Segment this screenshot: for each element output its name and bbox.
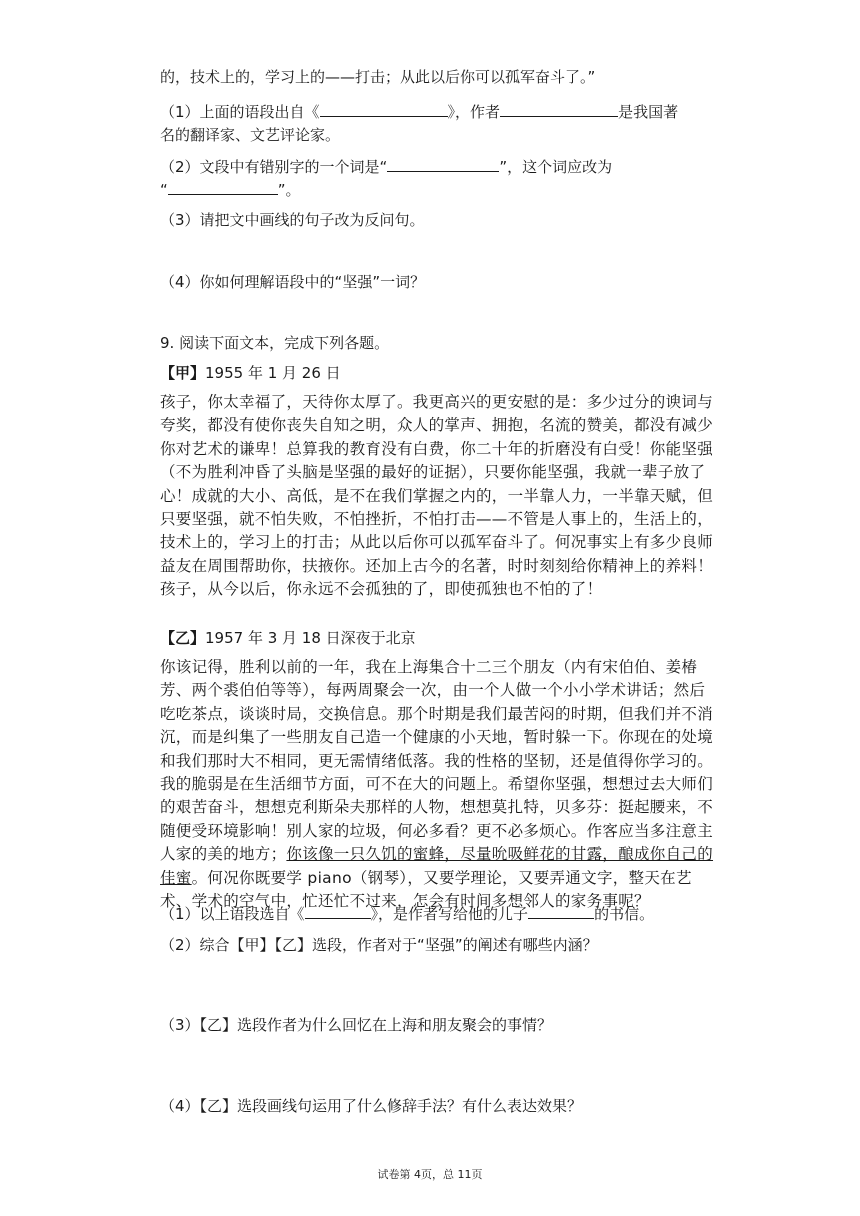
- jia-header: 【甲】1955 年 1 月 26 日: [160, 364, 341, 382]
- blank-book-title: [320, 100, 448, 117]
- page-footer: 试卷第 4页，总 11页: [377, 1168, 483, 1181]
- q8-1-line1: （1）上面的语段出自《 》，作者 是我国著: [160, 100, 678, 122]
- q9-4: （4）【乙】选段画线句运用了什么修辞手法？有什么表达效果？: [160, 1097, 583, 1115]
- yi-passage: 你该记得，胜利以前的一年，我在上海集合十二三个朋友（内有宋伯伯、姜椿芳、两个裘伯伯等等），每两周聚会一次，由一个人做一个小小学术讲话；然后吃吃茶点，谈谈时局，交换信息。那个时期是我们最苦闷的时期，但我们并不消沉，而是纠集了一些朋友自己造一个健康的小天地，暂时躲一下。你现在的处境和我们那时大不相同，更无需情绪低落。我的性格的坚韧，还是值得你学习的。我的脆弱是在生活细节方面，可不在大的问题上。希望你坚强，想想过去大师们的艰苦奋斗，想想克利斯朵夫那样的人物，想想莫扎特，贝多芬：挺起腰来，不随便受环境影响！别人家的垃圾，何必多看？更不必多烦心。作客应当多注意主人家的美的地方；你该像一只久饥的蜜蜂，尽量吮吸鲜花的甘露，酿成你自己的佳蜜。何况你既要学 piano（钢琴），又要学理论，又要弄通文字，整天在艺术、学术的空气中，忙还忙不过来，怎会有时间多想邻人的家务事呢？: [160, 658, 714, 911]
- q8-2-line2: “ ”。: [160, 178, 301, 200]
- underlined-sentence: 你该像一只久饥的蜜蜂，尽量吮吸鲜花的甘露，酿成你自己的佳蜜: [160, 845, 714, 887]
- q8-2-line1: （2）文段中有错别字的一个词是“ ”，这个词应改为: [160, 155, 612, 177]
- blank-book-source: [305, 902, 371, 919]
- q9-2: （2）综合【甲】【乙】选段，作者对于“坚强”的阐述有哪些内涵？: [160, 936, 598, 954]
- continued-text-line: 的，技术上的，学习上的——打击；从此以后你可以孤军奋斗了。”: [160, 68, 596, 86]
- q8-3: （3）请把文中画线的句子改为反问句。: [160, 211, 425, 229]
- q9-1: （1）以上语段选自《 》，是作者写给他的儿子 的书信。: [160, 902, 654, 924]
- blank-wrong-word: [387, 155, 499, 172]
- jia-passage: 孩子，你太幸福了，天待你太厚了。我更高兴的更安慰的是：多少过分的谀词与夸奖，都没有使你丧失自知之明，众人的掌声、拥抱，名流的赞美，都没有减少你对艺术的谦卑！总算我的教育没有白费，你二十年的折磨没有白受！你能坚强（不为胜利冲昏了头脑是坚强的最好的证据），只要你能坚强，我就一辈子放了心！成就的大小、高低，是不在我们掌握之内的，一半靠人力，一半靠天赋，但只要坚强，就不怕失败，不怕挫折，不怕打击——不管是人事上的，生活上的，技术上的，学习上的打击；从此以后你可以孤军奋斗了。何况事实上有多少良师益友在周围帮助你，扶掖你。还加上古今的名著，时时刻刻给你精神上的养料！孩子，从今以后，你永远不会孤独的了，即使孤独也不怕的了！: [160, 393, 714, 599]
- q8-4: （4）你如何理解语段中的“坚强”一词？: [160, 273, 426, 291]
- yi-header: 【乙】1957 年 3 月 18 日深夜于北京: [160, 629, 416, 647]
- blank-son-name: [528, 902, 594, 919]
- q8-1-line2: 名的翻译家、文艺评论家。: [160, 126, 341, 144]
- blank-author: [500, 100, 618, 117]
- q9-3: （3）【乙】选段作者为什么回忆在上海和朋友聚会的事情？: [160, 1016, 553, 1034]
- blank-correction: [168, 178, 278, 195]
- q9-heading: 9. 阅读下面文本，完成下列各题。: [160, 334, 390, 352]
